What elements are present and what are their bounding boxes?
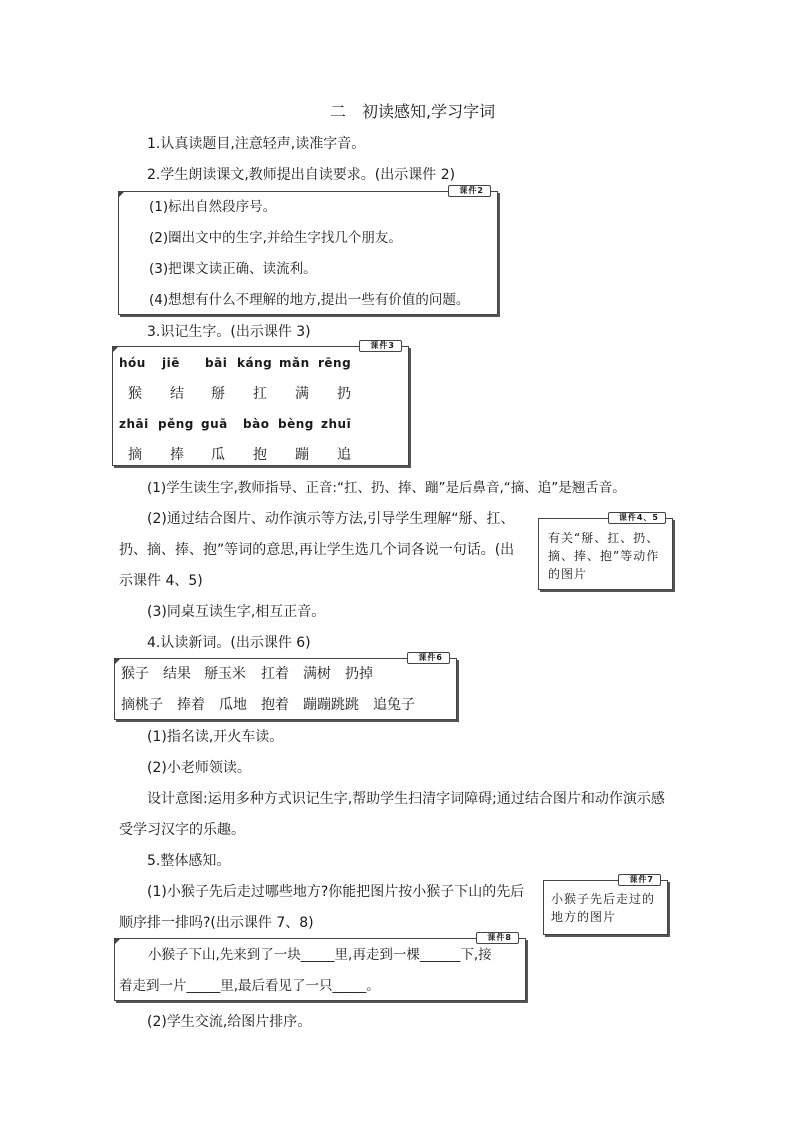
- box-corner: [114, 938, 121, 945]
- hanzi: 抱: [253, 447, 267, 463]
- hanzi: 摘: [128, 447, 142, 463]
- courseware-7-text: 小猴子先后走过的地方的图片: [551, 892, 656, 924]
- section-title: 二 初读感知,学习字词: [330, 102, 496, 121]
- word: 扛着: [261, 666, 289, 682]
- courseware-2-item: (3)把课文读正确、读流利。: [149, 261, 317, 277]
- hanzi: 追: [337, 447, 351, 463]
- courseware-4-5-text: 有关“掰、扛、扔、摘、捧、抱”等动作的图片: [548, 531, 660, 581]
- courseware-3-box: [112, 341, 409, 466]
- step-5-1: (1)小猴子先后走过哪些地方?你能把图片按小猴子下山的先后: [147, 884, 525, 900]
- pinyin: hóu: [119, 356, 146, 370]
- pinyin: rēng: [318, 356, 352, 370]
- pinyin: jiē: [162, 356, 180, 370]
- step-1: 1.认真读题目,注意轻声,读准字音。: [147, 136, 366, 152]
- pinyin: pěng: [158, 417, 194, 431]
- hanzi: 扔: [337, 386, 351, 402]
- courseware-2-tag: 课件2: [448, 185, 491, 197]
- word: 追兔子: [373, 697, 415, 713]
- step-5: 5.整体感知。: [147, 853, 231, 869]
- pinyin: guā: [201, 417, 228, 431]
- courseware-7-tag: 课件7: [618, 874, 661, 886]
- courseware-2-item: (4)想想有什么不理解的地方,提出一些有价值的问题。: [149, 292, 470, 308]
- hanzi: 捧: [170, 447, 184, 463]
- courseware-2-item: (1)标出自然段序号。: [149, 199, 277, 215]
- design-intent: 设计意图:运用多种方式识记生字,帮助学生扫清字词障碍;通过结合图片和动作演示感: [147, 791, 665, 807]
- pinyin: bào: [243, 417, 270, 431]
- box-corner: [118, 191, 125, 198]
- word: 满树: [303, 666, 331, 682]
- hanzi: 瓜: [211, 447, 225, 463]
- courseware-6-box: [114, 653, 457, 720]
- step-3-2-cont: 扔、摘、捧、抱”等词的意思,再让学生选几个词各说一句话。(出: [119, 542, 515, 558]
- hanzi: 猴: [128, 386, 142, 402]
- step-3-3: (3)同桌互读生字,相互正音。: [147, 604, 326, 620]
- courseware-6-tag: 课件6: [407, 652, 450, 664]
- word: 结果: [163, 666, 191, 682]
- pinyin: mǎn: [279, 356, 310, 370]
- courseware-8-box: [114, 933, 526, 1001]
- courseware-4-5-tag: 课件4、5: [608, 512, 666, 524]
- word: 捧着: [177, 697, 205, 713]
- courseware-2-item: (2)圈出文中的生字,并给生字找几个朋友。: [149, 230, 402, 246]
- box-corner: [114, 658, 121, 665]
- hanzi: 掰: [211, 386, 225, 402]
- step-3-2: (2)通过结合图片、动作演示等方法,引导学生理解“掰、扛、: [147, 511, 515, 527]
- box-corner: [112, 346, 119, 353]
- courseware-8-line: 小猴子下山,先来到了一块_____里,再走到一棵______下,接: [148, 947, 492, 963]
- pinyin: bèng: [278, 417, 314, 431]
- word: 猴子: [121, 666, 149, 682]
- word: 蹦蹦跳跳: [303, 697, 359, 713]
- step-4-1: (1)指名读,开火车读。: [147, 729, 284, 745]
- step-5-2: (2)学生交流,给图片排序。: [147, 1014, 312, 1030]
- word: 扔掉: [345, 666, 373, 682]
- pinyin: zhuī: [321, 417, 352, 431]
- step-4-2: (2)小老师领读。: [147, 760, 251, 776]
- pinyin: káng: [237, 356, 273, 370]
- courseware-4-5-box: [538, 513, 673, 590]
- design-intent-cont: 受学习汉字的乐趣。: [119, 822, 245, 838]
- courseware-7-box: [543, 875, 668, 935]
- word: 抱着: [261, 697, 289, 713]
- pinyin: bāi: [205, 356, 228, 370]
- step-3-1: (1)学生读生字,教师指导、正音:“扛、扔、捧、蹦”是后鼻音,“摘、追”是翘舌音。: [147, 480, 626, 496]
- hanzi: 蹦: [295, 447, 309, 463]
- step-3: 3.识记生字。(出示课件 3): [147, 324, 311, 340]
- word: 瓜地: [219, 697, 247, 713]
- courseware-3-tag: 课件3: [359, 340, 402, 352]
- courseware-2-box: [118, 186, 498, 315]
- hanzi: 满: [295, 386, 309, 402]
- word: 摘桃子: [121, 697, 163, 713]
- step-4: 4.认读新词。(出示课件 6): [147, 635, 311, 651]
- hanzi: 结: [170, 386, 184, 402]
- step-5-1-cont: 顺序排一排吗?(出示课件 7、8): [119, 915, 314, 931]
- hanzi: 扛: [253, 386, 267, 402]
- courseware-8-line: 着走到一片_____里,最后看见了一只_____。: [119, 978, 380, 994]
- pinyin: zhāi: [119, 417, 149, 431]
- step-2: 2.学生朗读课文,教师提出自读要求。(出示课件 2): [147, 167, 456, 183]
- courseware-8-tag: 课件8: [476, 932, 519, 944]
- step-3-2-cont: 示课件 4、5): [119, 573, 203, 589]
- word: 掰玉米: [204, 666, 246, 682]
